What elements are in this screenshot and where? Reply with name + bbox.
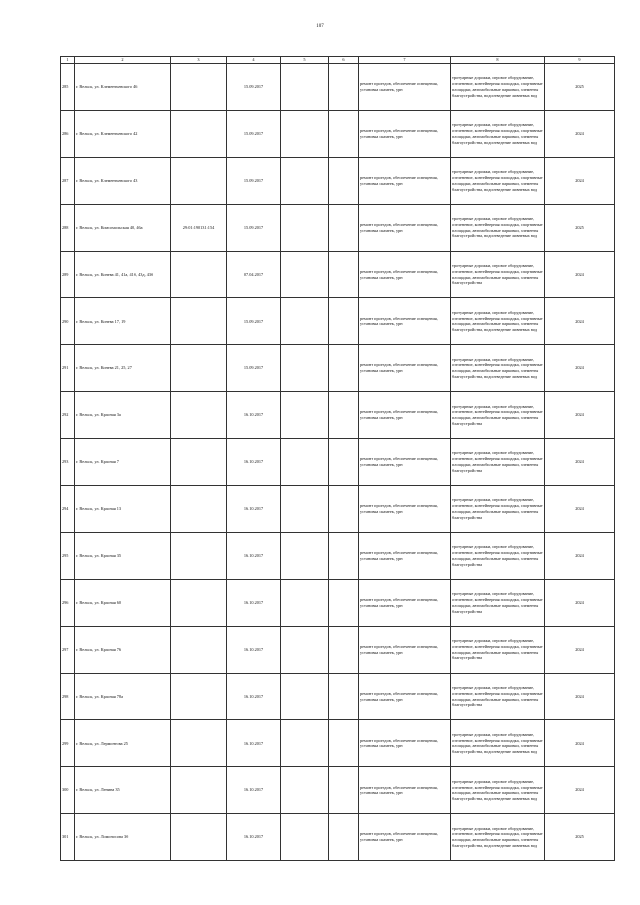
column-header-4: 4 [227, 57, 281, 64]
works-cell: ремонт проездов, обеспечение освещения, установка скамеек, урн [359, 486, 451, 533]
date-cell: 16.10.2017 [227, 532, 281, 579]
row-number: 293 [61, 439, 75, 486]
date-cell: 16.10.2017 [227, 814, 281, 861]
table-row [61, 157, 615, 204]
column-5-cell [281, 392, 329, 439]
year-cell: 2024 [545, 251, 615, 298]
address-cell: г. Вельск, ул. Красная 60 [75, 579, 171, 626]
elements-cell: тротуарные дорожки, игровое оборудование, озеленение, контейнерная площадка, спортивные площадки, автомобильные парковки, элементы благоустройства, водоотведение ливневых вод [451, 110, 545, 157]
column-6-cell [329, 439, 359, 486]
elements-cell: тротуарные дорожки, игровое оборудование, озеленение, контейнерная площадка, спортивные площадки, автомобильные парковки, элементы благоустройства, водоотведение ливневых вод [451, 720, 545, 767]
column-5-cell [281, 814, 329, 861]
row-number: 288 [61, 204, 75, 251]
year-cell: 2024 [545, 486, 615, 533]
address-cell: г. Вельск, ул. Ломоносова 3б [75, 814, 171, 861]
year-cell: 2024 [545, 439, 615, 486]
year-cell: 2024 [545, 767, 615, 814]
row-number: 286 [61, 110, 75, 157]
elements-cell: тротуарные дорожки, игровое оборудование, озеленение, контейнерная площадка, спортивные площадки, автомобильные парковки, элементы благоустройства [451, 532, 545, 579]
table-row [61, 204, 615, 251]
column-6-cell [329, 157, 359, 204]
address-cell: г. Вельск, ул. Красная 3а [75, 392, 171, 439]
column-6-cell [329, 579, 359, 626]
works-cell: ремонт проездов, обеспечение освещения, установка скамеек, урн [359, 626, 451, 673]
column-5-cell [281, 626, 329, 673]
works-cell: ремонт проездов, обеспечение освещения, установка скамеек, урн [359, 64, 451, 111]
cadastral-number-cell [171, 486, 227, 533]
elements-cell: тротуарные дорожки, игровое оборудование, озеленение, контейнерная площадка, спортивные площадки, автомобильные парковки, элементы благоустройства [451, 439, 545, 486]
column-5-cell [281, 579, 329, 626]
row-number: 289 [61, 251, 75, 298]
cadastral-number-cell [171, 251, 227, 298]
row-number: 295 [61, 532, 75, 579]
table-row [61, 767, 615, 814]
header-row [61, 57, 615, 64]
cadastral-number-cell [171, 345, 227, 392]
elements-cell: тротуарные дорожки, игровое оборудование, озеленение, контейнерная площадка, спортивные площадки, автомобильные парковки, элементы благоустройства, водоотведение ливневых вод [451, 345, 545, 392]
year-cell: 2024 [545, 626, 615, 673]
works-cell: ремонт проездов, обеспечение освещения, установка скамеек, урн [359, 157, 451, 204]
year-cell: 2024 [545, 579, 615, 626]
column-6-cell [329, 251, 359, 298]
cadastral-number-cell [171, 110, 227, 157]
row-number: 297 [61, 626, 75, 673]
date-cell: 16.10.2017 [227, 767, 281, 814]
works-cell: ремонт проездов, обеспечение освещения, установка скамеек, урн [359, 392, 451, 439]
column-header-8: 8 [451, 57, 545, 64]
address-cell: г. Вельск, ул. Конева 21, 25, 27 [75, 345, 171, 392]
address-cell: г. Вельск, ул. Конева 17, 19 [75, 298, 171, 345]
address-cell: г. Вельск, ул. Красная 78а [75, 673, 171, 720]
elements-cell: тротуарные дорожки, игровое оборудование, озеленение, контейнерная площадка, спортивные площадки, автомобильные парковки, элементы благоустройства [451, 251, 545, 298]
row-number: 285 [61, 64, 75, 111]
column-6-cell [329, 720, 359, 767]
row-number: 300 [61, 767, 75, 814]
address-cell: г. Вельск, ул. Комсомольская 40, 46а [75, 204, 171, 251]
elements-cell: тротуарные дорожки, игровое оборудование, озеленение, контейнерная площадка, спортивные площадки, автомобильные парковки, элементы благоустройства [451, 626, 545, 673]
column-6-cell [329, 767, 359, 814]
row-number: 287 [61, 157, 75, 204]
year-cell: 2025 [545, 814, 615, 861]
column-5-cell [281, 720, 329, 767]
cadastral-number-cell [171, 157, 227, 204]
date-cell: 07.04.2017 [227, 251, 281, 298]
year-cell: 2025 [545, 64, 615, 111]
address-cell: г. Вельск, ул. Клементьевского 42 [75, 110, 171, 157]
table-row [61, 720, 615, 767]
date-cell: 15.09.2017 [227, 298, 281, 345]
table-row [61, 486, 615, 533]
cadastral-number-cell [171, 814, 227, 861]
date-cell: 15.09.2017 [227, 64, 281, 111]
column-5-cell [281, 157, 329, 204]
year-cell: 2024 [545, 532, 615, 579]
row-number: 290 [61, 298, 75, 345]
row-number: 294 [61, 486, 75, 533]
column-5-cell [281, 345, 329, 392]
works-cell: ремонт проездов, обеспечение освещения, установка скамеек, урн [359, 767, 451, 814]
elements-cell: тротуарные дорожки, игровое оборудование, озеленение, контейнерная площадка, спортивные площадки, автомобильные парковки, элементы благоустройства, водоотведение ливневых вод [451, 814, 545, 861]
year-cell: 2024 [545, 298, 615, 345]
year-cell: 2024 [545, 392, 615, 439]
cadastral-number-cell [171, 64, 227, 111]
date-cell: 16.10.2017 [227, 720, 281, 767]
works-cell: ремонт проездов, обеспечение освещения, установка скамеек, урн [359, 814, 451, 861]
column-6-cell [329, 345, 359, 392]
address-cell: г. Вельск, ул. Красная 76 [75, 626, 171, 673]
cadastral-number-cell: 29:01:190131:154 [171, 204, 227, 251]
works-cell: ремонт проездов, обеспечение освещения, установка скамеек, урн [359, 579, 451, 626]
address-cell: г. Вельск, ул. Клементьевского 46 [75, 64, 171, 111]
works-cell: ремонт проездов, обеспечение освещения, установка скамеек, урн [359, 345, 451, 392]
column-6-cell [329, 673, 359, 720]
column-5-cell [281, 673, 329, 720]
date-cell: 16.10.2017 [227, 392, 281, 439]
works-cell: ремонт проездов, обеспечение освещения, установка скамеек, урн [359, 532, 451, 579]
column-6-cell [329, 486, 359, 533]
date-cell: 16.10.2017 [227, 486, 281, 533]
column-header-9: 9 [545, 57, 615, 64]
works-cell: ремонт проездов, обеспечение освещения, установка скамеек, урн [359, 251, 451, 298]
table-header [61, 57, 615, 64]
table-row [61, 392, 615, 439]
elements-cell: тротуарные дорожки, игровое оборудование, озеленение, контейнерная площадка, спортивные площадки, автомобильные парковки, элементы благоустройства [451, 486, 545, 533]
year-cell: 2024 [545, 720, 615, 767]
column-5-cell [281, 532, 329, 579]
year-cell: 2024 [545, 157, 615, 204]
column-5-cell [281, 439, 329, 486]
row-number: 301 [61, 814, 75, 861]
row-number: 296 [61, 579, 75, 626]
date-cell: 15.09.2017 [227, 345, 281, 392]
works-cell: ремонт проездов, обеспечение освещения, установка скамеек, урн [359, 720, 451, 767]
column-6-cell [329, 626, 359, 673]
address-cell: г. Вельск, ул. Конева 41, 41а, 41б, 43д, 43б [75, 251, 171, 298]
row-number: 292 [61, 392, 75, 439]
column-5-cell [281, 110, 329, 157]
cadastral-number-cell [171, 298, 227, 345]
column-6-cell [329, 814, 359, 861]
date-cell: 16.10.2017 [227, 673, 281, 720]
cadastral-number-cell [171, 532, 227, 579]
column-5-cell [281, 298, 329, 345]
address-cell: г. Вельск, ул. Лермонтова 25 [75, 720, 171, 767]
row-number: 299 [61, 720, 75, 767]
column-6-cell [329, 392, 359, 439]
column-5-cell [281, 251, 329, 298]
table-row [61, 439, 615, 486]
column-5-cell [281, 767, 329, 814]
date-cell: 15.09.2017 [227, 110, 281, 157]
elements-cell: тротуарные дорожки, игровое оборудование, озеленение, контейнерная площадка, спортивные площадки, автомобильные парковки, элементы благоустройства, водоотведение ливневых вод [451, 204, 545, 251]
date-cell: 16.10.2017 [227, 626, 281, 673]
table-row [61, 814, 615, 861]
column-header-1: 1 [61, 57, 75, 64]
column-5-cell [281, 64, 329, 111]
column-5-cell [281, 204, 329, 251]
elements-cell: тротуарные дорожки, игровое оборудование, озеленение, контейнерная площадка, спортивные площадки, автомобильные парковки, элементы благоустройства, водоотведение ливневых вод [451, 298, 545, 345]
address-cell: г. Вельск, ул. Красная 35 [75, 532, 171, 579]
cadastral-number-cell [171, 720, 227, 767]
date-cell: 16.10.2017 [227, 579, 281, 626]
cadastral-number-cell [171, 439, 227, 486]
table-row [61, 298, 615, 345]
cadastral-number-cell [171, 673, 227, 720]
table-row [61, 345, 615, 392]
date-cell: 16.10.2017 [227, 439, 281, 486]
cadastral-number-cell [171, 579, 227, 626]
table-row [61, 673, 615, 720]
column-header-2: 2 [75, 57, 171, 64]
elements-cell: тротуарные дорожки, игровое оборудование, озеленение, контейнерная площадка, спортивные площадки, автомобильные парковки, элементы благоустройства [451, 392, 545, 439]
year-cell: 2024 [545, 673, 615, 720]
improvement-table [60, 56, 615, 861]
column-header-6: 6 [329, 57, 359, 64]
elements-cell: тротуарные дорожки, игровое оборудование, озеленение, контейнерная площадка, спортивные площадки, автомобильные парковки, элементы благоустройства, водоотведение ливневых вод [451, 767, 545, 814]
column-header-5: 5 [281, 57, 329, 64]
cadastral-number-cell [171, 767, 227, 814]
date-cell: 15.09.2017 [227, 204, 281, 251]
year-cell: 2025 [545, 204, 615, 251]
works-cell: ремонт проездов, обеспечение освещения, установка скамеек, урн [359, 110, 451, 157]
address-cell: г. Вельск, ул. Красная 7 [75, 439, 171, 486]
table-row [61, 626, 615, 673]
cadastral-number-cell [171, 626, 227, 673]
elements-cell: тротуарные дорожки, игровое оборудование, озеленение, контейнерная площадка, спортивные площадки, автомобильные парковки, элементы благоустройства [451, 673, 545, 720]
row-number: 291 [61, 345, 75, 392]
table-body [61, 64, 615, 861]
column-6-cell [329, 298, 359, 345]
table-row [61, 532, 615, 579]
column-header-7: 7 [359, 57, 451, 64]
year-cell: 2024 [545, 345, 615, 392]
year-cell: 2024 [545, 110, 615, 157]
table-row [61, 251, 615, 298]
column-header-3: 3 [171, 57, 227, 64]
works-cell: ремонт проездов, обеспечение освещения, установка скамеек, урн [359, 204, 451, 251]
address-cell: г. Вельск, ул. Красная 13 [75, 486, 171, 533]
address-cell: г. Вельск, ул. Ленина 35 [75, 767, 171, 814]
column-6-cell [329, 532, 359, 579]
date-cell: 15.09.2017 [227, 157, 281, 204]
works-cell: ремонт проездов, обеспечение освещения, установка скамеек, урн [359, 298, 451, 345]
table-row [61, 64, 615, 111]
row-number: 298 [61, 673, 75, 720]
column-5-cell [281, 486, 329, 533]
elements-cell: тротуарные дорожки, игровое оборудование, озеленение, контейнерная площадка, спортивные площадки, автомобильные парковки, элементы благоустройства, водоотведение ливневых вод [451, 64, 545, 111]
address-cell: г. Вельск, ул. Клементьевского 43 [75, 157, 171, 204]
column-6-cell [329, 110, 359, 157]
elements-cell: тротуарные дорожки, игровое оборудование, озеленение, контейнерная площадка, спортивные площадки, автомобильные парковки, элементы благоустройства [451, 579, 545, 626]
elements-cell: тротуарные дорожки, игровое оборудование, озеленение, контейнерная площадка, спортивные площадки, автомобильные парковки, элементы благоустройства, водоотведение ливневых вод [451, 157, 545, 204]
table-row [61, 579, 615, 626]
works-cell: ремонт проездов, обеспечение освещения, установка скамеек, урн [359, 439, 451, 486]
column-6-cell [329, 204, 359, 251]
column-6-cell [329, 64, 359, 111]
works-cell: ремонт проездов, обеспечение освещения, установка скамеек, урн [359, 673, 451, 720]
table-row [61, 110, 615, 157]
cadastral-number-cell [171, 392, 227, 439]
page-number: 107 [316, 24, 324, 29]
